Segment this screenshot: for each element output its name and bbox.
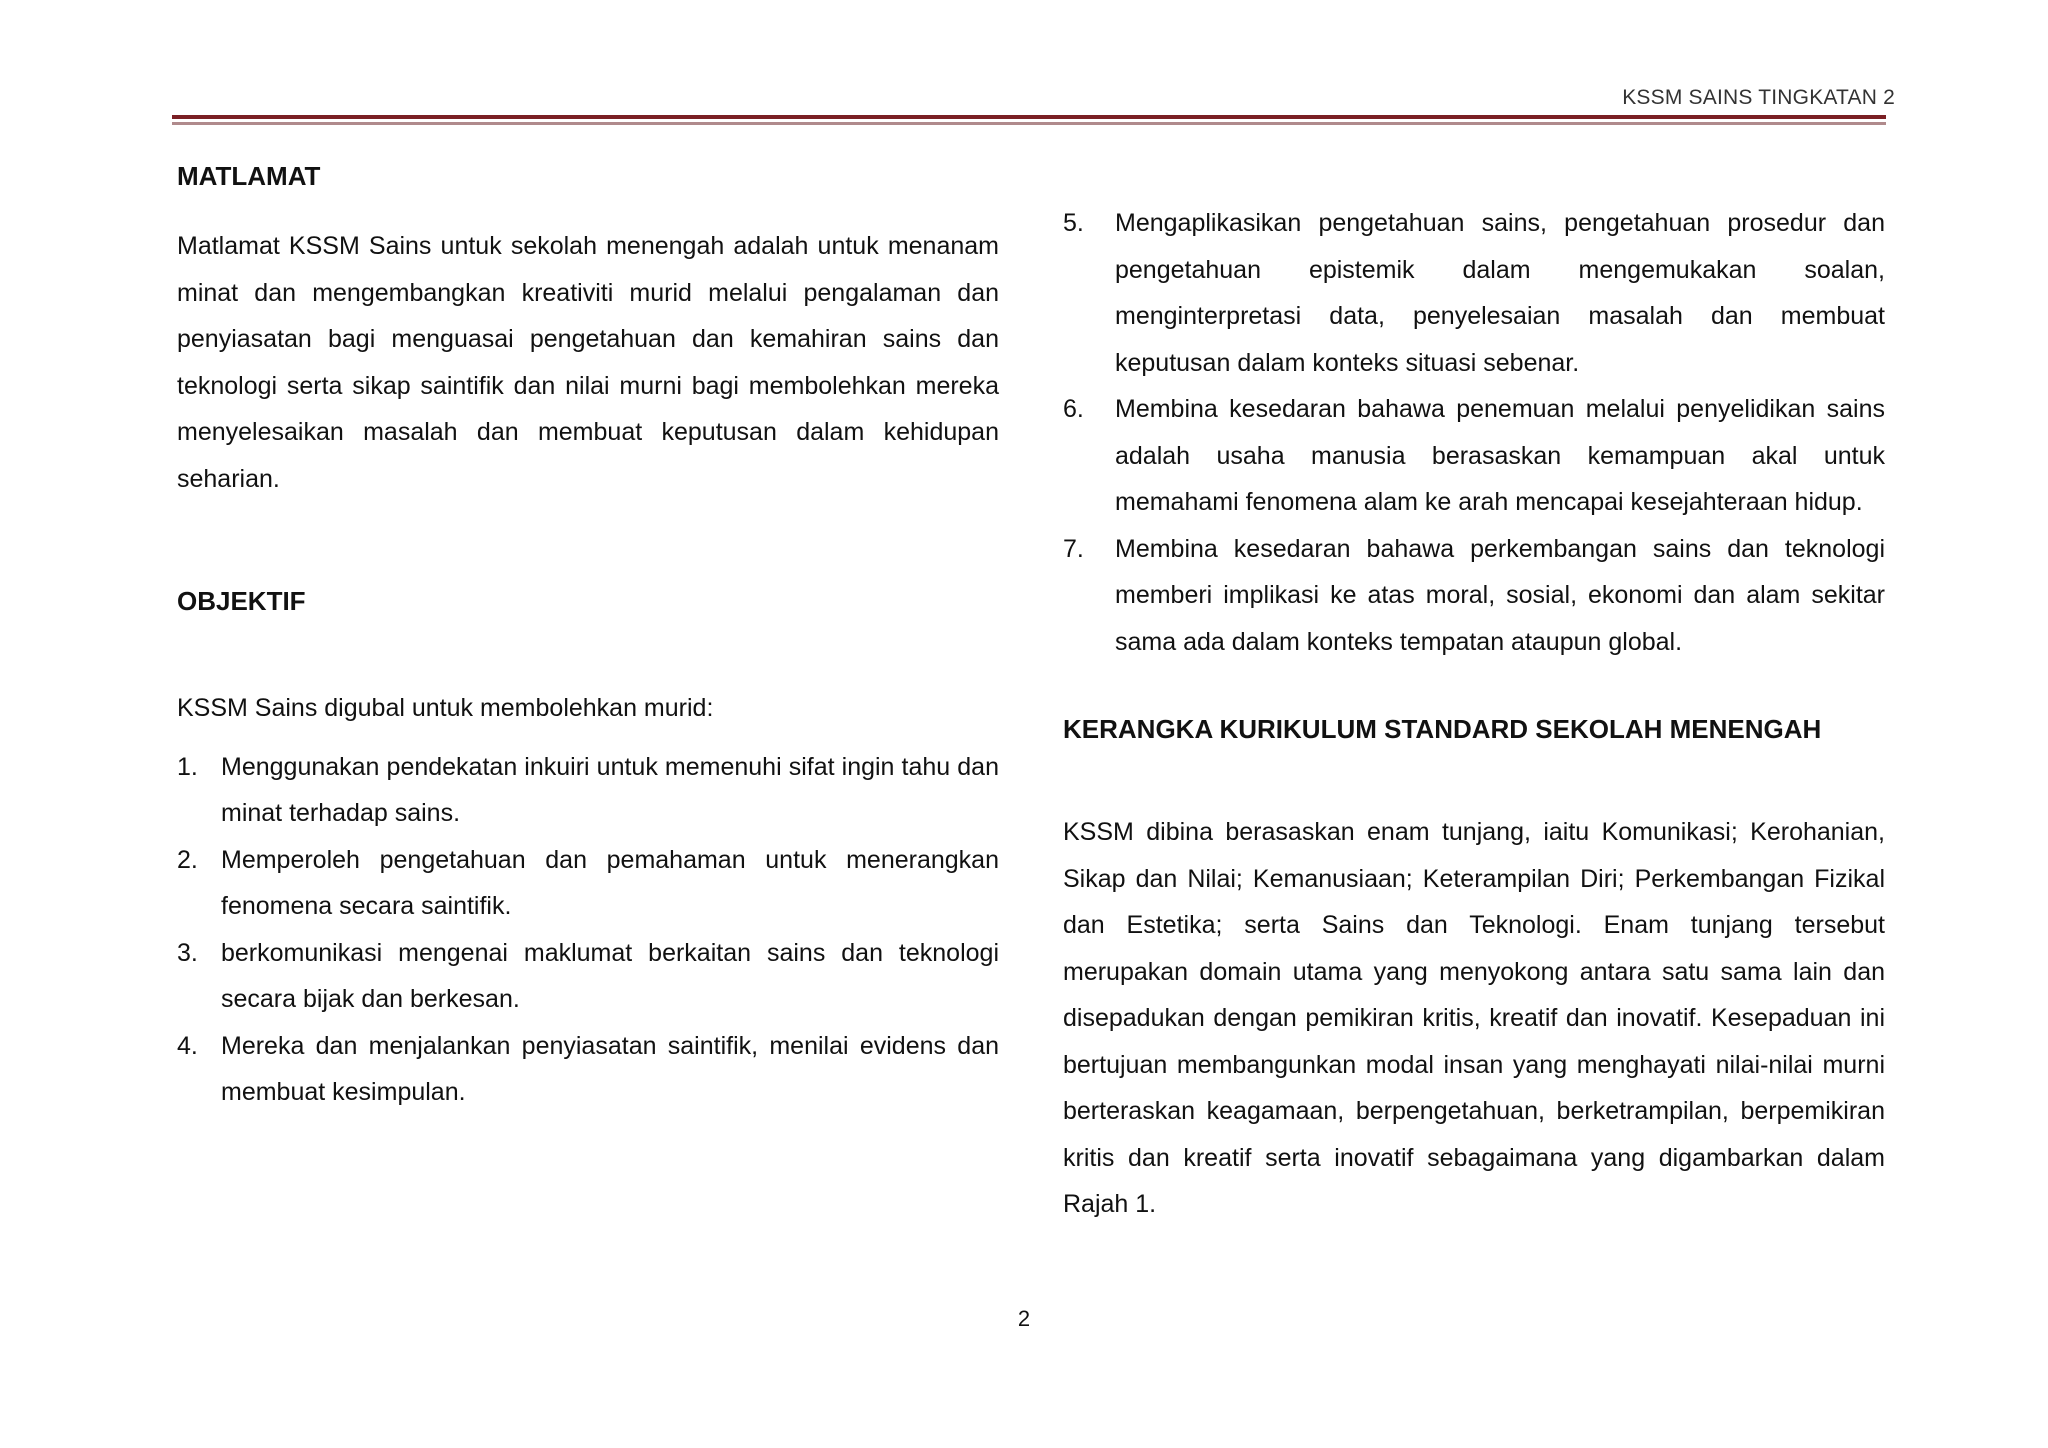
list-item-number: 2. [177,845,198,874]
running-header: KSSM SAINS TINGKATAN 2 [1622,86,1895,109]
kerangka-section [1063,711,1885,1228]
objektif-list-continued [1063,200,1885,665]
objektif-heading: OBJEKTIF [177,586,306,616]
list-item [177,837,999,930]
list-item-number: 3. [177,938,198,967]
list-item-text: berkomunikasi mengenai maklumat berkaitan sains dan teknologi secara bijak dan berkesan. [221,938,999,1013]
list-item [1063,200,1885,386]
objektif-list [177,744,999,1116]
list-item [1063,386,1885,526]
list-item [177,930,999,1023]
right-column [1063,200,1885,1228]
page-number: 2 [1017,1306,1031,1331]
matlamat-body: Matlamat KSSM Sains untuk sekolah menengah adalah untuk menanam minat dan mengembangkan kreativiti murid melalui pengalaman dan penyiasatan bagi menguasai pengetahuan dan kemahiran sains dan teknologi serta sikap saintifik dan nilai murni bagi membolehkan mereka menyelesaikan masalah dan membuat keputusan dalam kehidupan seharian. [177,232,999,493]
kerangka-heading: KERANGKA KURIKULUM STANDARD SEKOLAH MENENGAH [1063,714,1822,744]
list-item [177,744,999,837]
header-rule-thick [172,115,1886,119]
matlamat-section [177,158,999,502]
list-item [1063,526,1885,666]
list-item [177,1023,999,1116]
kerangka-body: KSSM dibina berasaskan enam tunjang, iaitu Komunikasi; Kerohanian, Sikap dan Nilai; Kemanusiaan; Keterampilan Diri; Perkembangan Fizikal dan Estetika; serta Sains dan Teknologi. Enam tunjang tersebut merupakan domain utama yang menyokong antara satu sama lain dan disepadukan dengan pemikiran kritis, kreatif dan inovatif. Kesepaduan ini bertujuan membangunkan modal insan yang menghayati nilai-nilai murni berteraskan keagamaan, berpengetahuan, berketrampilan, berpemikiran kritis dan kreatif serta inovatif sebagaimana yang digambarkan dalam Rajah 1. [1063,818,1885,1218]
list-item-text: Mengaplikasikan pengetahuan sains, pengetahuan prosedur dan pengetahuan epistemik dalam mengemukakan soalan, menginterpretasi data, penyelesaian masalah dan membuat keputusan dalam konteks situasi sebenar. [1115,209,1885,377]
list-item-text: Membina kesedaran bahawa penemuan melalui penyelidikan sains adalah usaha manusia berasaskan kemampuan akal untuk memahami fenomena alam ke arah mencapai kesejahteraan hidup. [1115,395,1885,516]
list-item-text: Mereka dan menjalankan penyiasatan saintifik, menilai evidens dan membuat kesimpulan. [221,1031,999,1106]
objektif-section [177,583,999,1116]
list-item-number: 1. [177,752,198,781]
list-item-text: Menggunakan pendekatan inkuiri untuk memenuhi sifat ingin tahu dan minat terhadap sains. [221,752,999,827]
left-column [177,158,999,1116]
list-item-number: 6. [1063,395,1084,423]
objektif-intro: KSSM Sains digubal untuk membolehkan murid: [177,694,714,722]
matlamat-heading: MATLAMAT [177,161,321,191]
list-item-text: Membina kesedaran bahawa perkembangan sains dan teknologi memberi implikasi ke atas moral, sosial, ekonomi dan alam sekitar sama ada dalam konteks tempatan ataupun global. [1115,534,1885,656]
list-item-number: 5. [1063,209,1084,237]
list-item-text: Memperoleh pengetahuan dan pemahaman untuk menerangkan fenomena secara saintifik. [221,845,999,920]
list-item-number: 4. [177,1031,198,1060]
header-rule-thin [172,122,1886,125]
list-item-number: 7. [1063,534,1084,563]
